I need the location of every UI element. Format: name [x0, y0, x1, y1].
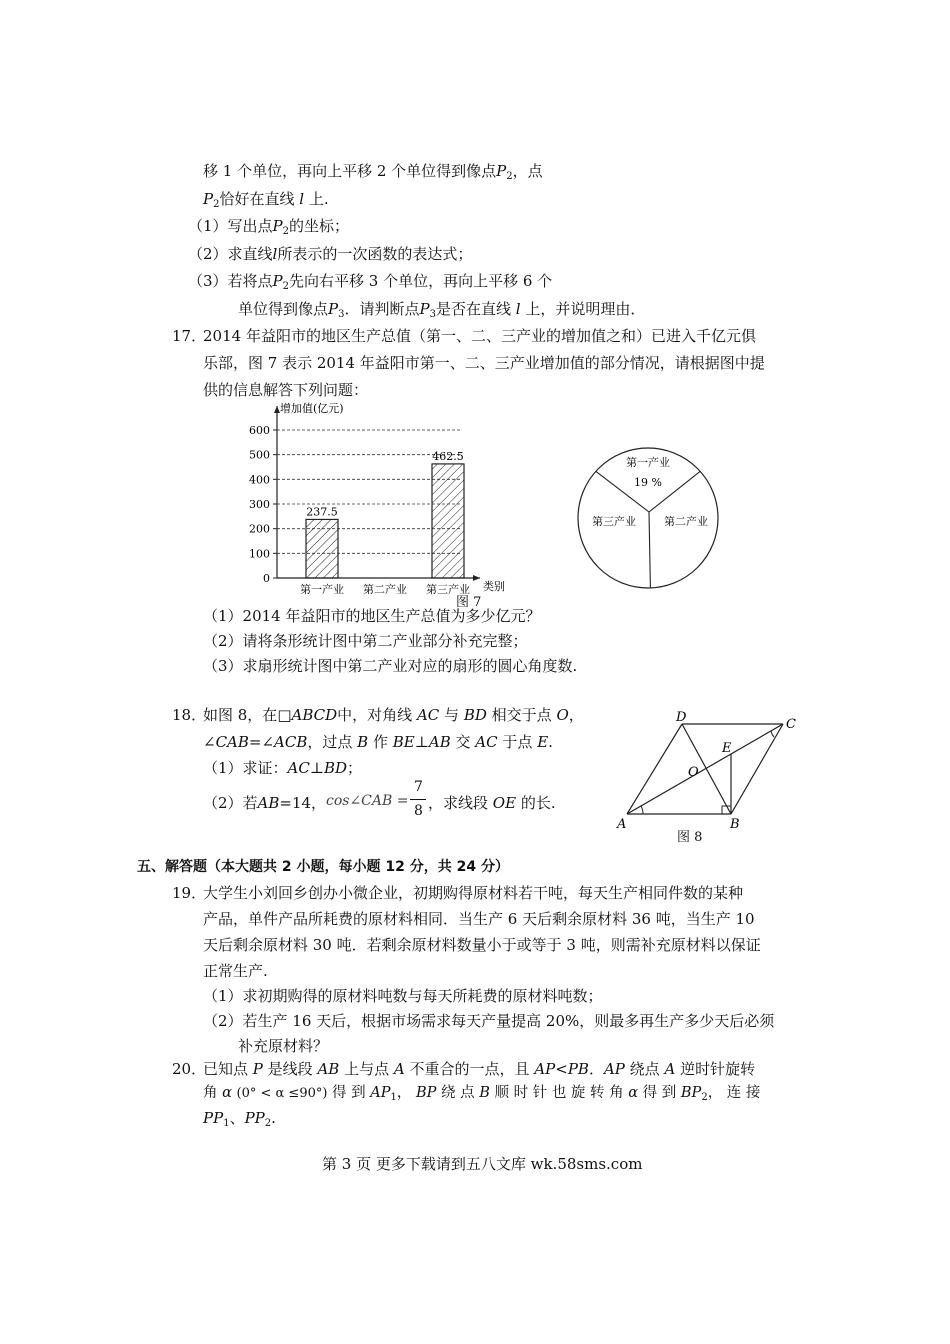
y-tick-label: 0 — [263, 572, 270, 585]
x-tick-label: 第一产业 — [300, 583, 344, 596]
q16-sub1: （1）写出点$P_2$的坐标； — [188, 217, 350, 237]
point-D: D — [676, 710, 687, 725]
figure-8-label: 图 8 — [677, 830, 703, 845]
q19-sub2b: 补充原材料？ — [238, 1037, 329, 1055]
y-tick-label: 400 — [249, 473, 270, 487]
point-C: C — [786, 717, 796, 732]
x-tick-label: 第二产业 — [363, 583, 407, 596]
q19-line3: 天后剩余原材料 30 吨．若剩余原材料数量小于或等于 3 吨，则需补充原材料以保证 — [203, 936, 761, 954]
q16-sub3: （3）若将点$P_2$先向右平移 3 个单位，再向上平移 6 个 — [188, 272, 553, 292]
figure-8-parallelogram — [610, 710, 810, 850]
point-E: E — [722, 741, 732, 756]
point-A: A — [617, 817, 627, 832]
q18-sub2: （2）若AB=14， — [203, 794, 327, 812]
point-O: O — [688, 765, 699, 780]
point-B: B — [730, 817, 740, 832]
q19-line1: 大学生小刘回乡创办小微企业，初期购得原材料若干吨，每天生产相同件数的某种 — [203, 884, 744, 902]
y-tick-label: 200 — [249, 522, 270, 536]
q18-sub1: （1）求证：AC⊥BD； — [203, 759, 363, 777]
q16-sub2: （2）求直线l所表示的一次函数的表达式； — [188, 245, 473, 263]
pie-label-third: 第三产业 — [592, 515, 636, 528]
q17-sub3: （3）求扇形统计图中第二产业对应的扇形的圆心角度数. — [203, 657, 578, 675]
y-tick-label: 500 — [249, 448, 270, 462]
q16-line1: 移 1 个单位，再向上平移 2 个单位得到像点$P_2$，点 — [203, 162, 543, 182]
q18-number: 18． — [172, 706, 207, 724]
bar — [432, 464, 464, 578]
pie-label-second: 第二产业 — [664, 515, 708, 528]
q17-number: 17． — [172, 327, 207, 345]
q18-line2: ∠CAB=∠ACB，过点 B 作 BE⊥AB 交 AC 于点 E. — [203, 733, 553, 751]
bar-data-label: 237.5 — [306, 505, 338, 519]
q18-sub2-end: ，求线段 OE 的长. — [428, 794, 556, 812]
q20-line3: $PP_1$、$PP_2$. — [203, 1109, 276, 1129]
x-axis-arrow — [473, 575, 480, 581]
q19-sub2: （2）若生产 16 天后，根据市场需求每天产量提高 20%，则最多再生产多少天后必须 — [203, 1012, 775, 1030]
y-tick-label: 100 — [249, 547, 270, 561]
q19-sub1: （1）求初期购得的原材料吨数与每天所耗费的原材料吨数； — [203, 987, 603, 1005]
q20-line2: 角 α (0° < α ≤90°) 得 到 $AP_1$， BP 绕 点 B 顺 时 针 也 旋 转 角 α 得 到 $BP_2$， 连 接 — [203, 1085, 761, 1103]
bar-data-label: 462.5 — [432, 449, 464, 463]
pie-label-first: 第一产业 — [626, 456, 670, 469]
bar-chart — [240, 398, 530, 608]
q18-line1: 如图 8，在□ABCD中，对角线 AC 与 BD 相交于点 O， — [203, 706, 584, 724]
q20-number: 20． — [172, 1060, 207, 1078]
q17-sub2: （2）请将条形统计图中第二产业部分补充完整； — [203, 632, 528, 650]
x-axis-label: 类别 — [483, 580, 505, 593]
q19-number: 19． — [172, 884, 207, 902]
pie-value-first: 19 % — [634, 476, 662, 489]
bar — [306, 519, 338, 578]
x-tick-label: 第三产业 — [426, 583, 470, 596]
q16-line2: $P_2$恰好在直线 l 上. — [203, 190, 329, 210]
y-axis-label: 增加值(亿元) — [280, 402, 344, 415]
q19-line4: 正常生产. — [203, 962, 268, 980]
y-tick-label: 600 — [249, 424, 270, 437]
q17-line1: 2014 年益阳市的地区生产总值（第一、二、三产业的增加值之和）已进入千亿元俱 — [203, 327, 756, 345]
q17-line3: 供的信息解答下列问题： — [203, 381, 369, 399]
q16-sub3b: 单位得到像点$P_3$．请判断点$P_3$是否在直线 l 上，并说明理由． — [238, 300, 646, 320]
section-5-title: 五、解答题（本大题共 2 小题，每小题 12 分，共 24 分） — [137, 859, 509, 875]
q17-line2: 乐部，图 7 表示 2014 年益阳市第一、二、三产业增加值的部分情况，请根据图中提 — [203, 354, 765, 372]
q17-sub1: （1）2014 年益阳市的地区生产总值为多少亿元？ — [203, 607, 541, 625]
y-tick-label: 300 — [249, 498, 270, 511]
q20-line1: 已知点 P 是线段 AB 上与点 A 不重合的一点，且 AP<PB．AP 绕点 A 逆时针旋转 — [203, 1060, 756, 1078]
pie-slice-border — [649, 512, 650, 588]
page-footer: 第 3 页 更多下载请到五八文库 wk.58sms.com — [322, 1155, 643, 1173]
figure-7-label: 图 7 — [456, 595, 482, 610]
q19-line2: 产品，单件产品所耗费的原材料相同．当生产 6 天后剩余原材料 36 吨，当生产 10 — [203, 910, 755, 928]
pie-chart — [572, 446, 724, 591]
